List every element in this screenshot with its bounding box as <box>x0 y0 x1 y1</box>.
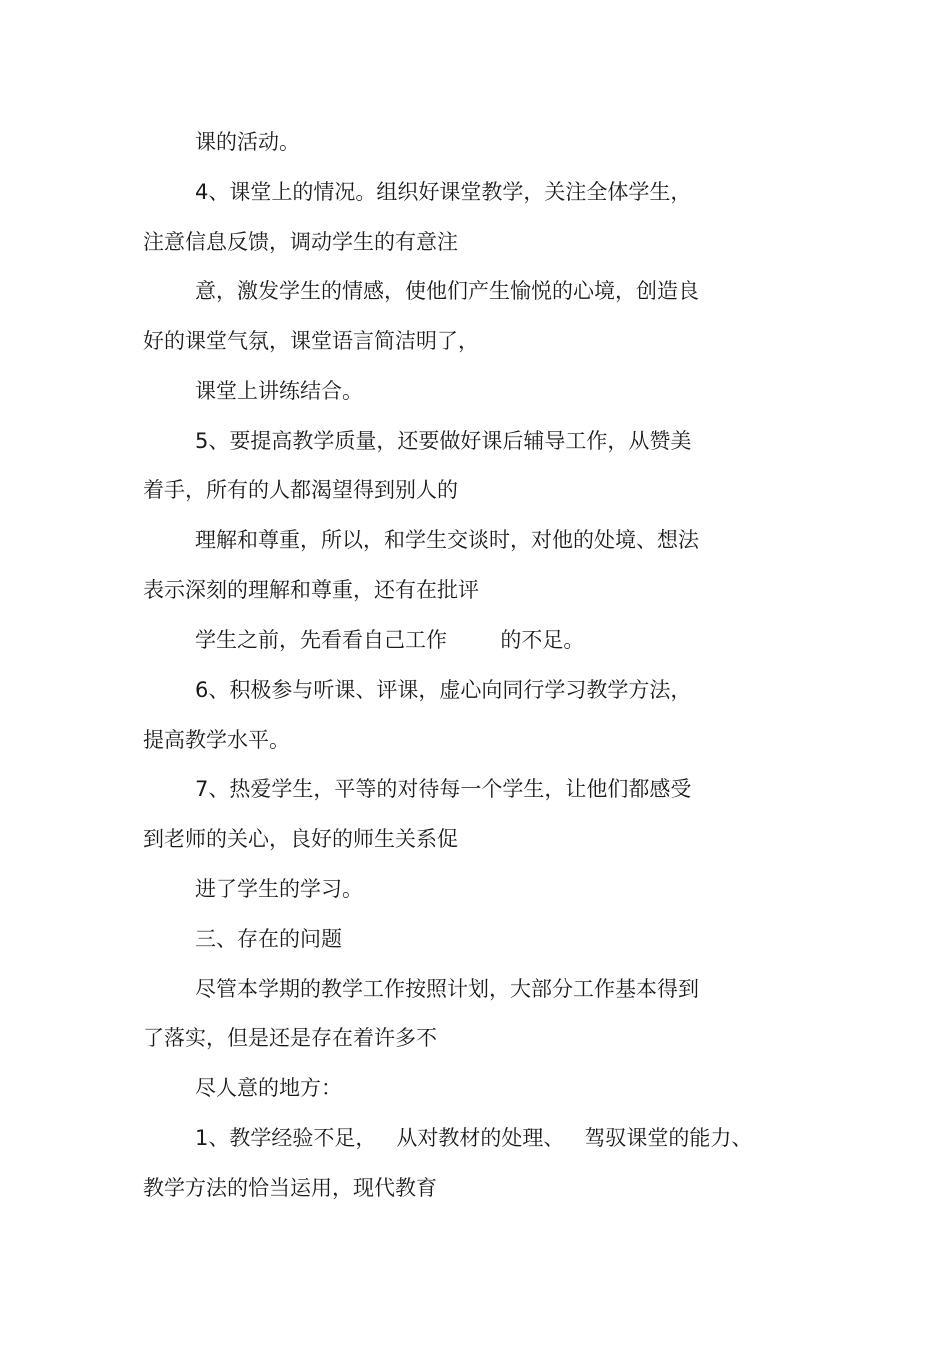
text-line: 教学方法的恰当运用，现代教育 <box>143 1176 437 1200</box>
text-line: 学生之前，先看看自己工作 的不足。 <box>195 628 585 652</box>
text-line: 表示深刻的理解和尊重，还有在批评 <box>143 578 479 602</box>
text-line: 好的课堂气氛，课堂语言简洁明了， <box>143 329 479 353</box>
text-line: 课的活动。 <box>195 130 300 154</box>
text-line: 注意信息反馈，调动学生的有意注 <box>143 230 458 254</box>
text-line: 了落实，但是还是存在着许多不 <box>143 1026 437 1050</box>
text-line: 1、教学经验不足， 从对教材的处理、 驾驭课堂的能力、 <box>195 1126 753 1150</box>
text-line: 提高教学水平。 <box>143 728 290 752</box>
section-heading: 三、存在的问题 <box>195 927 342 951</box>
text-line: 到老师的关心，良好的师生关系促 <box>143 827 458 851</box>
text-line: 5、要提高教学质量，还要做好课后辅导工作，从赞美 <box>195 429 692 453</box>
text-line: 4、课堂上的情况。组织好课堂教学，关注全体学生， <box>195 180 692 204</box>
text-line: 意，激发学生的情感，使他们产生愉悦的心境，创造良 <box>195 279 699 303</box>
text-line: 6、积极参与听课、评课，虚心向同行学习教学方法， <box>195 678 692 702</box>
text-line: 尽人意的地方： <box>195 1076 342 1100</box>
text-line: 理解和尊重，所以，和学生交谈时，对他的处境、想法 <box>195 528 699 552</box>
text-line: 尽管本学期的教学工作按照计划，大部分工作基本得到 <box>195 977 699 1001</box>
text-line: 着手，所有的人都渴望得到别人的 <box>143 478 458 502</box>
text-line: 7、热爱学生，平等的对待每一个学生，让他们都感受 <box>195 777 692 801</box>
text-line: 课堂上讲练结合。 <box>195 379 363 403</box>
text-line: 进了学生的学习。 <box>195 877 363 901</box>
